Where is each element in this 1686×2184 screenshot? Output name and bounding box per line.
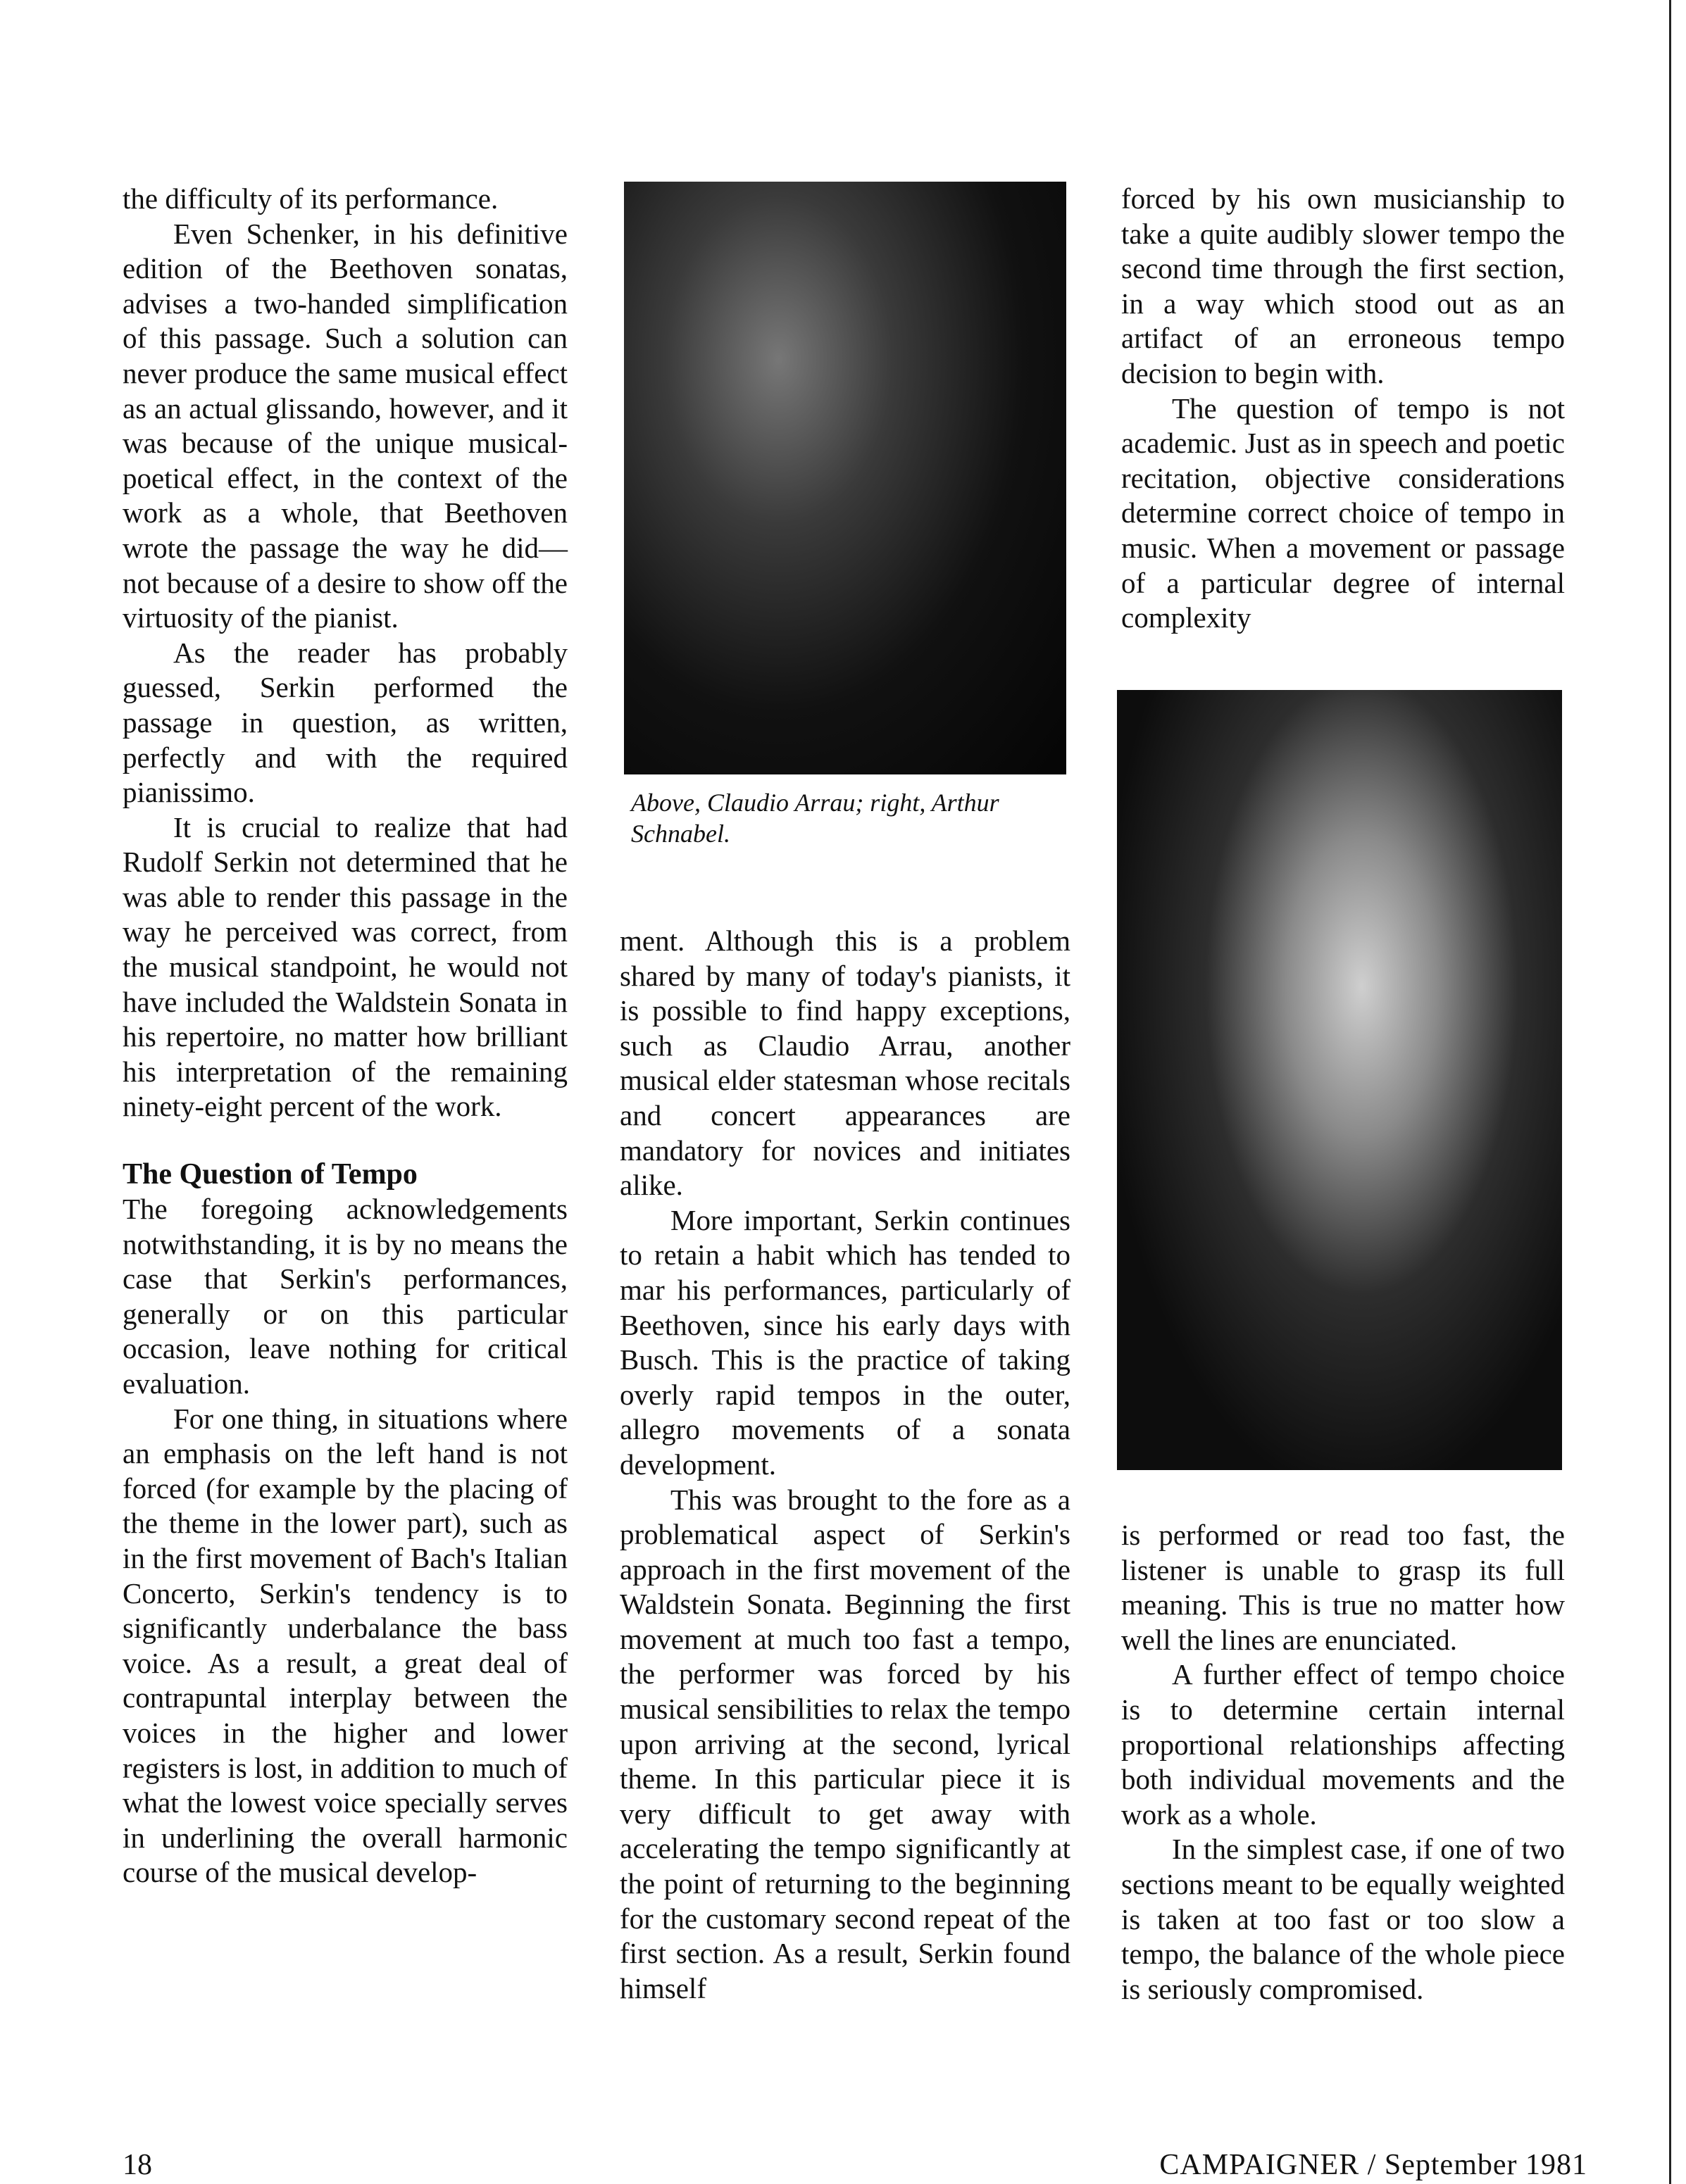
paragraph: More important, Serkin continues to retain a habit which has tended to mar his performances, particularly of Beethoven, since his early days with Busch. This is the practice of taking overly rapid tempos in the outer, allegro movements of a sonata development. [620, 1203, 1070, 1481]
column-3-bottom [1121, 1518, 1565, 2007]
column-1 [123, 182, 568, 1890]
paragraph: In the simplest case, if one of two sections meant to be equally weighted is taken at too fast or too slow a tempo, the balance of the whole piece is seriously compromised. [1121, 1833, 1565, 2005]
paragraph: It is crucial to realize that had Rudolf Serkin not determined that he was able to render this passage in the way he perceived was correct, from the musical standpoint, he would not have included the Waldstein Sonata in his repertoire, no matter how brilliant his interpretation of the remaining ninety-eight percent of the work. [123, 810, 568, 1123]
paragraph: the difficulty of its performance. [123, 182, 499, 215]
paragraph: For one thing, in situations where an emphasis on the left hand is not forced (for example by the placing of the theme in the lower part), such as in the first movement of Bach's Italian Concerto, Serkin's tendency is to significantly underbalance the bass voice. As a result, a great deal of contrapuntal interplay between the voices in the higher and lower registers is lost, in addition to much of what the lowest voice specially serves in underlining the overall harmonic course of the musical develop- [123, 1402, 568, 1889]
page-edge-rule [1669, 0, 1671, 2184]
running-footer: CAMPAIGNER / September 1981 [1159, 2149, 1587, 2181]
paragraph: forced by his own musicianship to take a quite audibly slower tempo the second time through the first section, in a way which stood out as an artifact of an erroneous tempo decision to begin with. [1121, 182, 1565, 389]
paragraph: A further effect of tempo choice is to determine certain internal proportional relationships affecting both individual movements and the work as a whole. [1121, 1658, 1565, 1831]
paragraph: is performed or read too fast, the listener is unable to grasp its full meaning. This is true no matter how well the lines are enunciated. [1121, 1519, 1565, 1656]
column-3-top [1121, 182, 1565, 636]
paragraph: Even Schenker, in his definitive edition of the Beethoven sonatas, advises a two-handed simplification of this passage. Such a solution can never produce the same musical effect as an actual glissando, however, and it was because of the unique musical-poetical effect, in the context of the work as a whole, that Beethoven wrote the passage the way he did—not because of a desire to show off the virtuosity of the pianist. [123, 217, 568, 634]
paragraph: As the reader has probably guessed, Serkin performed the passage in question, as written, perfectly and with the required pianissimo. [123, 636, 568, 809]
column-2 [620, 924, 1070, 2006]
paragraph: ment. Although this is a problem shared by many of today's pianists, it is possible to find happy exceptions, such as Claudio Arrau, another musical elder statesman whose recitals and concert appearances are mandatory for novices and initiates alike. [620, 924, 1070, 1202]
subheading: The Question of Tempo [123, 1158, 418, 1191]
paragraph: This was brought to the fore as a problematical aspect of Serkin's approach in the first movement of the Waldstein Sonata. Beginning the first movement at much too fast a tempo, the performer was forced by his musical sensibilities to relax the tempo upon arriving at the second, lyrical theme. In this particular piece it is very difficult to get away with accelerating the tempo significantly at the point of returning to the beginning for the customary second repeat of the first section. As a result, Serkin found himself [620, 1483, 1070, 2004]
page-number: 18 [123, 2149, 152, 2181]
photo-claudio-arrau [624, 182, 1066, 774]
photo-arthur-schnabel [1117, 690, 1562, 1470]
paragraph: The question of tempo is not academic. Just as in speech and poetic recitation, objective considerations determine correct choice of tempo in music. When a movement or passage of a particular degree of internal complexity [1121, 391, 1565, 634]
photo-caption: Above, Claudio Arrau; right, Arthur Schnabel. [631, 789, 999, 848]
paragraph: The foregoing acknowledgements notwithstanding, it is by no means the case that Serkin's performances, generally or on this particular occasion, leave nothing for critical evaluation. [123, 1193, 568, 1400]
